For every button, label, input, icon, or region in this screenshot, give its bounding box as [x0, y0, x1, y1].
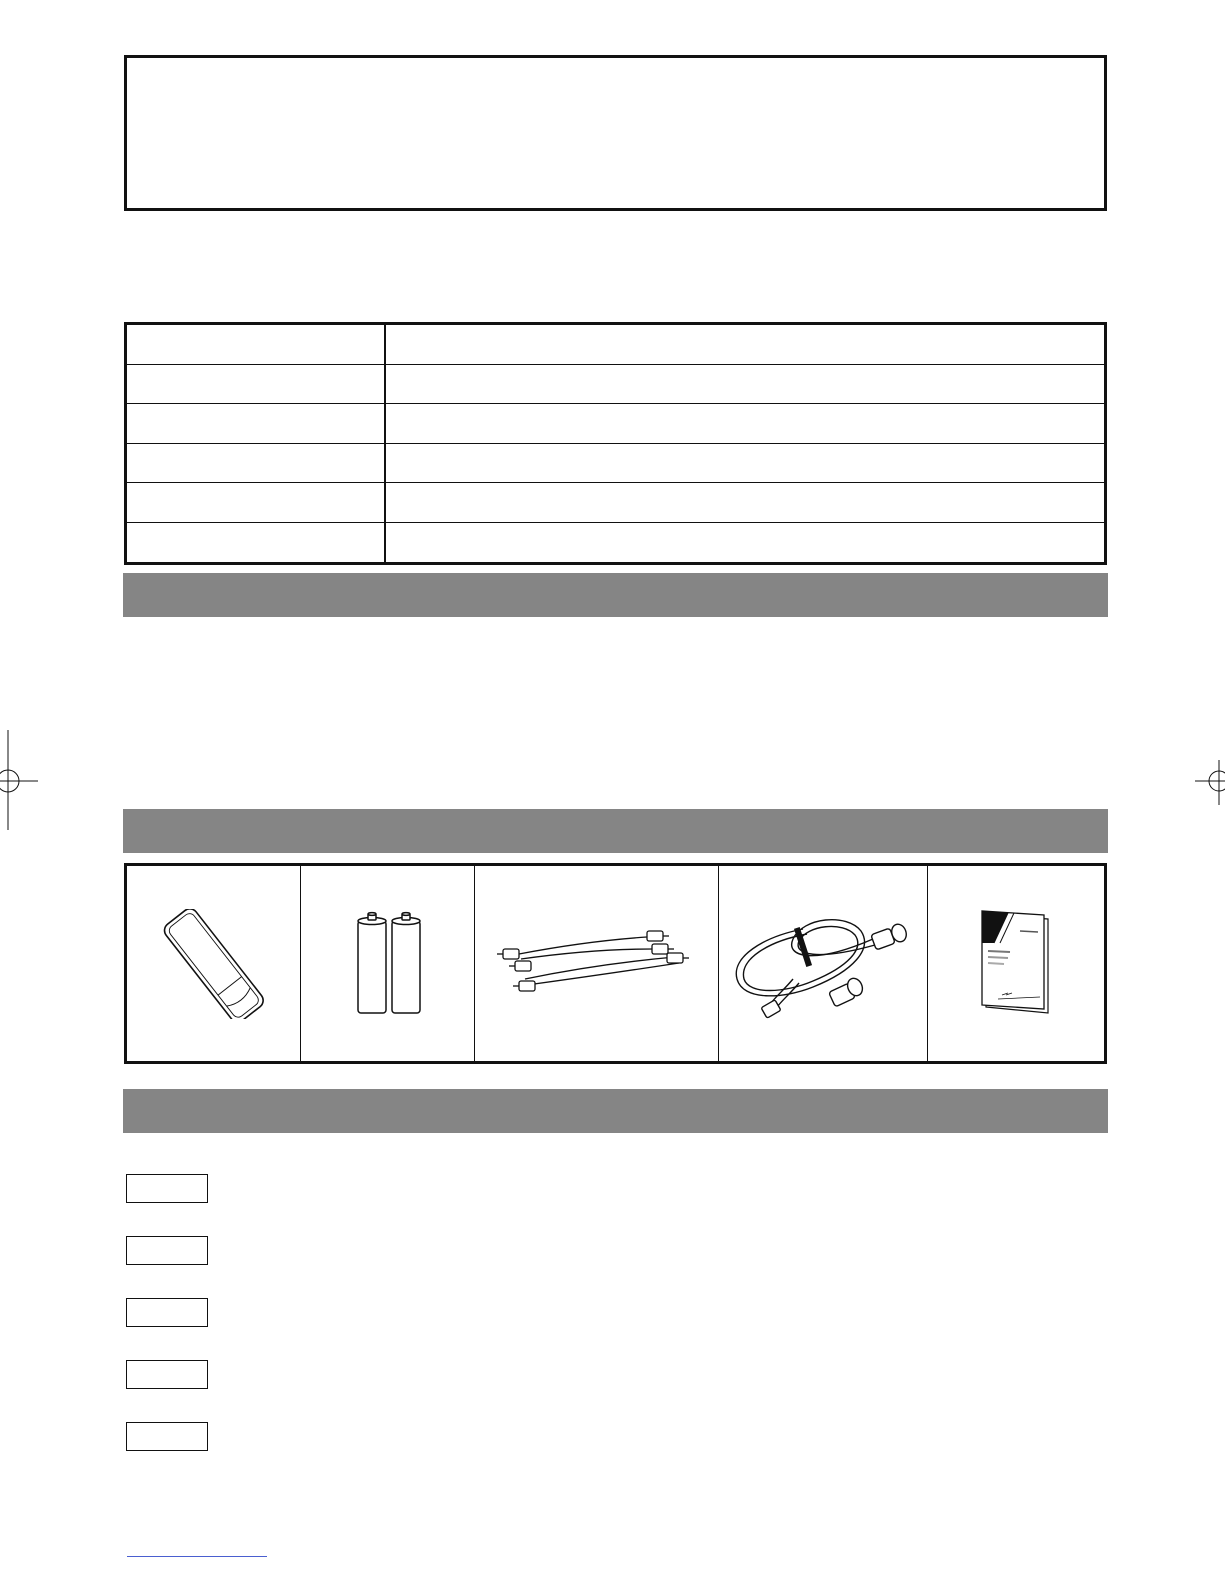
rf-coaxial-cable-icon: [723, 899, 923, 1029]
symbol-box: [126, 1422, 208, 1451]
av-cables-icon: [497, 919, 697, 1009]
accessory-cell-rf-cable: [719, 866, 928, 1061]
spec-table: [124, 322, 1107, 565]
spec-label: [127, 444, 386, 484]
spec-label: [127, 523, 386, 563]
spec-value: [386, 444, 1104, 484]
symbol-box: [126, 1298, 208, 1327]
accessory-cell-av-cables: [475, 866, 719, 1061]
accessory-cell-manual: [928, 866, 1098, 1061]
spec-label: [127, 365, 386, 405]
accessories-table: [124, 863, 1107, 1064]
registration-mark-icon: [0, 730, 40, 830]
spec-label: [127, 404, 386, 444]
spec-label: [127, 483, 386, 523]
footer-line: [127, 1556, 267, 1557]
accessory-cell-batteries: [301, 866, 475, 1061]
accessory-cell-remote: [127, 866, 301, 1061]
section-header-bar: [123, 1089, 1108, 1133]
spec-value: [386, 325, 1104, 365]
spec-value: [386, 523, 1104, 563]
remote-control-icon: [154, 909, 274, 1019]
spec-value: [386, 365, 1104, 405]
spec-value: [386, 404, 1104, 444]
spec-label: [127, 325, 386, 365]
notice-box: [124, 55, 1107, 211]
symbol-box: [126, 1360, 208, 1389]
batteries-icon: [348, 909, 428, 1019]
spec-value: [386, 483, 1104, 523]
symbol-box: [126, 1174, 208, 1203]
symbol-box: [126, 1236, 208, 1265]
owners-manual-icon: [968, 909, 1058, 1019]
section-header-bar: [123, 573, 1108, 617]
section-header-bar: [123, 809, 1108, 853]
registration-mark-icon: [1195, 760, 1225, 805]
